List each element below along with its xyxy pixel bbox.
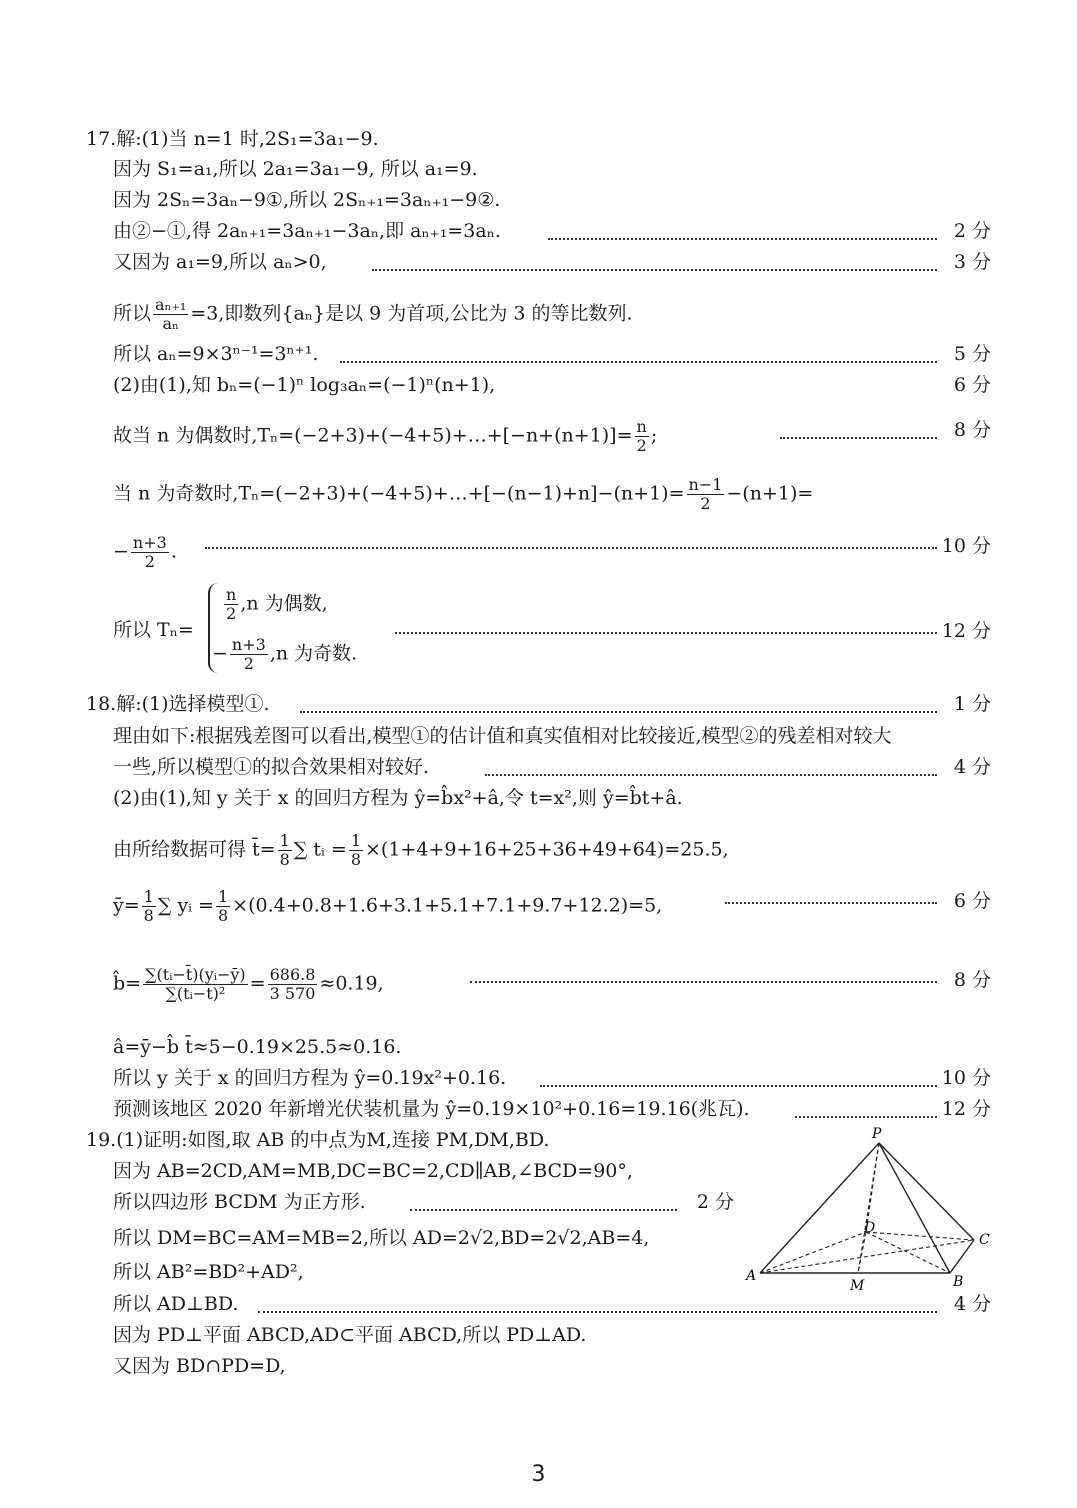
text: b̂= — [113, 972, 142, 995]
denominator: 8 — [279, 850, 290, 869]
score: 2 分 — [696, 1191, 734, 1213]
numerator: 1 — [350, 831, 362, 850]
p19-line-4: 所以 DM=BC=AM=MB=2,所以 AD=2√2,BD=2√2,AB=4, — [113, 1227, 650, 1249]
denominator: 2 — [636, 436, 647, 455]
leader-dots — [340, 361, 937, 363]
p18-line-1: 18.解:(1)选择模型①. — [86, 693, 270, 715]
leader-dots — [470, 981, 937, 983]
label-C: C — [979, 1232, 990, 1248]
numerator: n+3 — [231, 635, 266, 654]
numerator: n−1 — [688, 475, 723, 494]
fraction — [142, 888, 156, 925]
numerator: n — [226, 585, 237, 604]
edge-AD — [760, 1232, 866, 1273]
p17-line-9 — [113, 418, 657, 455]
p18-line-10: 预测该地区 2020 年新增光伏装机量为 ŷ=0.19×10²+0.16=19.16(兆瓦). — [113, 1098, 750, 1120]
score: 12 分 — [941, 1098, 991, 1120]
p17-line-5: 又因为 a₁=9,所以 aₙ>0, — [113, 251, 327, 273]
p19-line-3: 所以四边形 BCDM 为正方形. — [113, 1191, 366, 1213]
text: − — [113, 540, 129, 563]
edge-DM — [858, 1232, 866, 1273]
fraction — [131, 534, 169, 571]
leader-dots — [485, 774, 937, 776]
p18-line-7 — [113, 966, 384, 1003]
p19-line-1: 19.(1)证明:如图,取 AB 的中点为M,连接 PM,DM,BD. — [86, 1129, 550, 1151]
p17-line-10 — [113, 476, 813, 513]
edge-PD — [866, 1143, 879, 1232]
p17-line-6 — [113, 296, 633, 333]
score: 4 分 — [953, 1293, 991, 1315]
fraction — [224, 586, 238, 623]
score: 10 分 — [941, 535, 991, 557]
denominator: 8 — [143, 906, 154, 925]
text: =3,即数列{aₙ}是以 9 为首项,公比为 3 的等比数列. — [190, 302, 633, 325]
edge-AC — [760, 1240, 974, 1273]
text: ,n 为奇数. — [269, 642, 358, 665]
p19-line-2: 因为 AB=2CD,AM=MB,DC=BC=2,CD∥AB,∠BCD=90°, — [113, 1160, 633, 1182]
leader-dots — [725, 902, 937, 904]
p17-line-7: 所以 aₙ=9×3ⁿ⁻¹=3ⁿ⁺¹. — [113, 343, 319, 365]
fraction — [687, 476, 725, 513]
denominator: 8 — [217, 906, 229, 925]
denominator: 2 — [226, 604, 237, 623]
text: − — [212, 642, 228, 665]
p17-line-4: 由②−①,得 2aₙ₊₁=3aₙ₊₁−3aₙ,即 aₙ₊₁=3aₙ. — [113, 220, 501, 242]
p19-line-7: 因为 PD⊥平面 ABCD,AD⊂平面 ABCD,所以 PD⊥AD. — [113, 1324, 587, 1346]
p17-line-2: 因为 S₁=a₁,所以 2a₁=3a₁−9, 所以 a₁=9. — [113, 158, 478, 180]
text: 所以 — [113, 302, 152, 325]
p18-line-8: â=ȳ−b̂ t̄≈5−0.19×25.5≈0.16. — [113, 1036, 402, 1058]
score: 3 分 — [953, 251, 991, 273]
p17-line-3: 因为 2Sₙ=3aₙ−9①,所以 2Sₙ₊₁=3aₙ₊₁−9②. — [113, 189, 501, 211]
label-P: P — [872, 1126, 882, 1142]
edge-DB — [866, 1232, 950, 1273]
case-even — [222, 586, 328, 623]
label-A: A — [746, 1268, 757, 1284]
page-number: 3 — [531, 1462, 546, 1487]
fraction — [268, 966, 318, 1003]
p17-line-1: 17.解:(1)当 n=1 时,2S₁=3a₁−9. — [86, 128, 379, 150]
score: 5 分 — [953, 343, 991, 365]
p18-line-2: 理由如下:根据残差图可以看出,模型①的估计值和真实值相对比较接近,模型②的残差相对较大 — [113, 725, 892, 747]
edge-BC — [950, 1240, 974, 1273]
score: 10 分 — [941, 1067, 991, 1089]
leader-dots — [548, 238, 937, 240]
edge-DC — [866, 1232, 974, 1240]
score: 12 分 — [941, 620, 991, 642]
leader-dots — [205, 547, 937, 549]
text: . — [170, 540, 177, 563]
pyramid-figure — [740, 1120, 1000, 1300]
leader-dots — [300, 711, 937, 713]
p18-line-5 — [113, 832, 729, 869]
p17-line-12: 所以 Tₙ= — [113, 619, 194, 641]
score: 4 分 — [953, 756, 991, 778]
edge-PC — [879, 1143, 974, 1240]
label-D: D — [864, 1220, 876, 1236]
leader-dots — [780, 437, 937, 439]
score: 1 分 — [953, 693, 991, 715]
label-M: M — [850, 1278, 865, 1294]
text: ×(1+4+9+16+25+36+49+64)=25.5, — [365, 838, 729, 861]
leader-dots — [395, 632, 937, 634]
fraction — [153, 296, 188, 333]
text: ; — [650, 424, 658, 447]
leader-dots — [372, 269, 937, 271]
fraction — [143, 966, 248, 1003]
numerator: 1 — [217, 887, 229, 906]
text: −(n+1)= — [726, 482, 814, 505]
score: 6 分 — [953, 374, 991, 396]
denominator: 2 — [144, 552, 155, 571]
denominator: aₙ — [162, 314, 179, 333]
p18-line-4: (2)由(1),知 y 关于 x 的回归方程为 ŷ=b̂x²+â,令 t=x²,则 ŷ=b̂t+â. — [113, 787, 683, 809]
text: 由所给数据可得 t̄= — [113, 838, 276, 861]
numerator: 1 — [143, 887, 154, 906]
denominator: 2 — [243, 654, 254, 673]
fraction — [278, 832, 292, 869]
fraction — [230, 636, 268, 673]
p19-line-8: 又因为 BD∩PD=D, — [113, 1355, 286, 1377]
denominator: 2 — [700, 494, 711, 513]
denominator: 3 570 — [269, 984, 316, 1003]
p18-line-3: 一些,所以模型①的拟合效果相对较好. — [113, 756, 430, 778]
text: ,n 为偶数, — [240, 592, 328, 615]
leader-dots — [410, 1209, 677, 1211]
denominator: ∑(tᵢ−t̄)² — [165, 984, 226, 1003]
numerator: n — [636, 417, 647, 436]
p18-line-6 — [113, 888, 662, 925]
leader-dots — [540, 1085, 937, 1087]
fraction — [216, 888, 230, 925]
text: ≈0.19, — [319, 972, 384, 995]
text: 当 n 为奇数时,Tₙ=(−2+3)+(−4+5)+…+[−(n−1)+n]−(n+1)= — [113, 482, 685, 505]
p19-line-5: 所以 AB²=BD²+AD², — [113, 1261, 304, 1283]
text: ×(0.4+0.8+1.6+3.1+5.1+7.1+9.7+12.2)=5, — [232, 894, 663, 917]
numerator: n+3 — [132, 533, 167, 552]
fraction — [349, 832, 363, 869]
denominator: 8 — [350, 850, 362, 869]
case-odd — [212, 636, 357, 673]
leader-dots — [258, 1311, 937, 1313]
text: 故当 n 为偶数时,Tₙ=(−2+3)+(−4+5)+…+[−n+(n+1)]= — [113, 424, 633, 447]
edge-PB — [879, 1143, 950, 1273]
fraction — [635, 418, 649, 455]
text: ∑ tᵢ = — [293, 838, 347, 861]
numerator: ∑(tᵢ−t̄)(yᵢ−ȳ) — [145, 965, 246, 984]
edge-PA — [760, 1143, 879, 1273]
numerator: 686.8 — [269, 965, 316, 984]
p18-line-9: 所以 y 关于 x 的回归方程为 ŷ=0.19x²+0.16. — [113, 1067, 507, 1089]
text: ȳ= — [113, 894, 140, 917]
score: 8 分 — [953, 419, 991, 441]
p17-line-11 — [113, 534, 177, 571]
text: = — [249, 972, 266, 995]
score: 8 分 — [953, 969, 991, 991]
score: 6 分 — [953, 890, 991, 912]
label-B: B — [953, 1274, 964, 1290]
score: 2 分 — [953, 220, 991, 242]
p17-line-8: (2)由(1),知 bₙ=(−1)ⁿ log₃aₙ=(−1)ⁿ(n+1), — [113, 374, 496, 396]
leader-dots — [795, 1116, 937, 1118]
numerator: 1 — [279, 831, 290, 850]
text: ∑ yᵢ = — [157, 894, 214, 917]
p19-line-6: 所以 AD⊥BD. — [113, 1293, 239, 1315]
numerator: aₙ₊₁ — [155, 295, 187, 314]
